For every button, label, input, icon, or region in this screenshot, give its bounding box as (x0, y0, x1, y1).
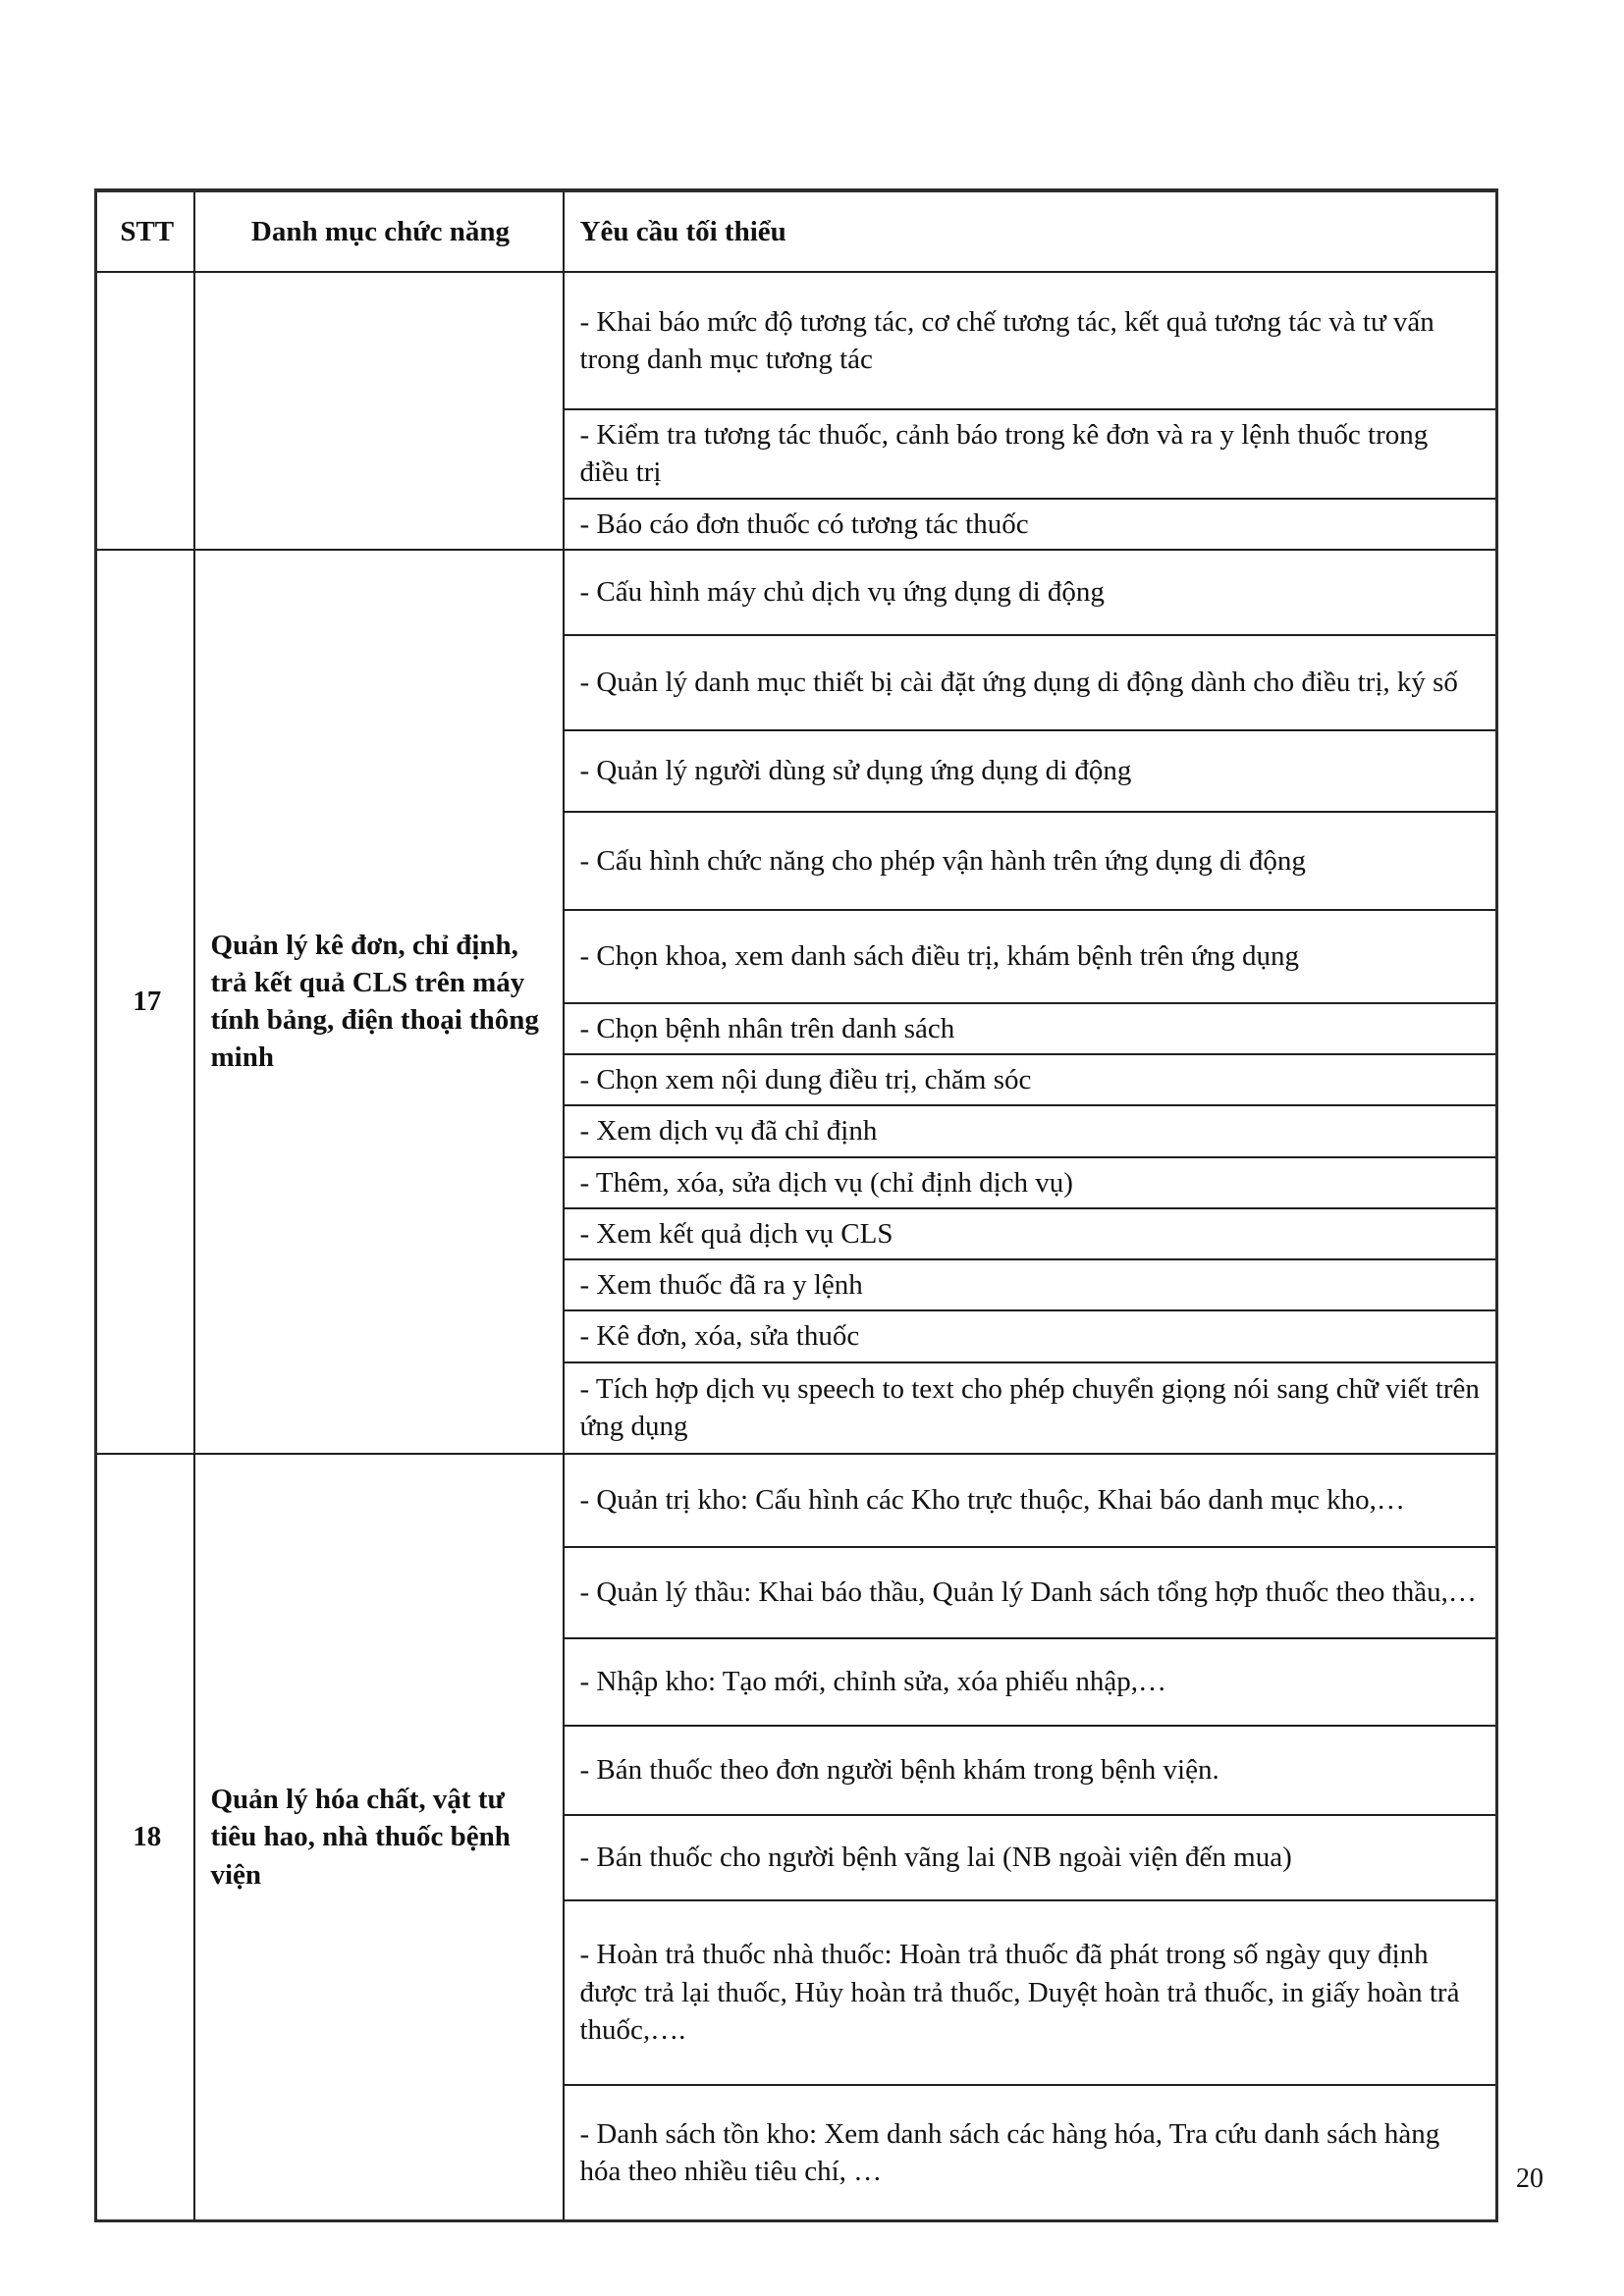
function-cell (194, 272, 564, 550)
requirement-cell: - Danh sách tồn kho: Xem danh sách các hàng hóa, Tra cứu danh sách hàng hóa theo nhiều tiêu chí, … (564, 2085, 1497, 2221)
requirement-cell: - Quản lý danh mục thiết bị cài đặt ứng dụng di động dành cho điều trị, ký số (564, 635, 1497, 730)
header-stt: STT (96, 190, 194, 272)
requirement-cell: - Kiểm tra tương tác thuốc, cảnh báo trong kê đơn và ra y lệnh thuốc trong điều trị (564, 409, 1497, 499)
table-row (96, 550, 1497, 635)
table-header-row (96, 190, 1497, 272)
function-cell: Quản lý hóa chất, vật tư tiêu hao, nhà thuốc bệnh viện (194, 1454, 564, 2221)
requirement-cell: - Chọn xem nội dung điều trị, chăm sóc (564, 1054, 1497, 1105)
stt-cell (96, 272, 194, 550)
requirement-cell: - Khai báo mức độ tương tác, cơ chế tương tác, kết quả tương tác và tư vấn trong danh mục tương tác (564, 272, 1497, 409)
requirement-cell: - Bán thuốc cho người bệnh vãng lai (NB ngoài viện đến mua) (564, 1815, 1497, 1900)
requirement-cell: - Chọn khoa, xem danh sách điều trị, khám bệnh trên ứng dụng (564, 910, 1497, 1003)
requirement-cell: - Thêm, xóa, sửa dịch vụ (chỉ định dịch vụ) (564, 1157, 1497, 1208)
function-cell: Quản lý kê đơn, chỉ định, trả kết quả CLS trên máy tính bảng, điện thoại thông minh (194, 550, 564, 1454)
requirement-cell: - Cấu hình chức năng cho phép vận hành trên ứng dụng di động (564, 812, 1497, 910)
page-number: 20 (1516, 2163, 1543, 2194)
requirement-cell: - Quản lý thầu: Khai báo thầu, Quản lý Danh sách tổng hợp thuốc theo thầu,… (564, 1547, 1497, 1638)
requirement-cell: - Tích hợp dịch vụ speech to text cho phép chuyển giọng nói sang chữ viết trên ứng dụng (564, 1362, 1497, 1454)
header-function: Danh mục chức năng (194, 190, 564, 272)
requirement-cell: - Quản lý người dùng sử dụng ứng dụng di động (564, 730, 1497, 812)
requirement-cell: - Xem thuốc đã ra y lệnh (564, 1259, 1497, 1310)
requirement-cell: - Nhập kho: Tạo mới, chỉnh sửa, xóa phiếu nhập,… (564, 1638, 1497, 1726)
requirement-cell: - Hoàn trả thuốc nhà thuốc: Hoàn trả thuốc đã phát trong số ngày quy định được trả lại thuốc, Hủy hoàn trả thuốc, Duyệt hoàn trả thuốc, in giấy hoàn trả thuốc,…. (564, 1900, 1497, 2085)
table-row (96, 272, 1497, 409)
table-row (96, 1454, 1497, 1547)
requirement-cell: - Xem dịch vụ đã chỉ định (564, 1105, 1497, 1156)
stt-cell: 18 (96, 1454, 194, 2221)
header-requirement: Yêu cầu tối thiểu (564, 190, 1497, 272)
requirement-cell: - Quản trị kho: Cấu hình các Kho trực thuộc, Khai báo danh mục kho,… (564, 1454, 1497, 1547)
requirement-cell: - Báo cáo đơn thuốc có tương tác thuốc (564, 499, 1497, 550)
requirement-cell: - Chọn bệnh nhân trên danh sách (564, 1003, 1497, 1054)
requirement-cell: - Kê đơn, xóa, sửa thuốc (564, 1310, 1497, 1362)
stt-cell: 17 (96, 550, 194, 1454)
requirements-table (94, 188, 1498, 2222)
requirement-cell: - Cấu hình máy chủ dịch vụ ứng dụng di động (564, 550, 1497, 635)
requirement-cell: - Xem kết quả dịch vụ CLS (564, 1208, 1497, 1259)
requirement-cell: - Bán thuốc theo đơn người bệnh khám trong bệnh viện. (564, 1726, 1497, 1815)
